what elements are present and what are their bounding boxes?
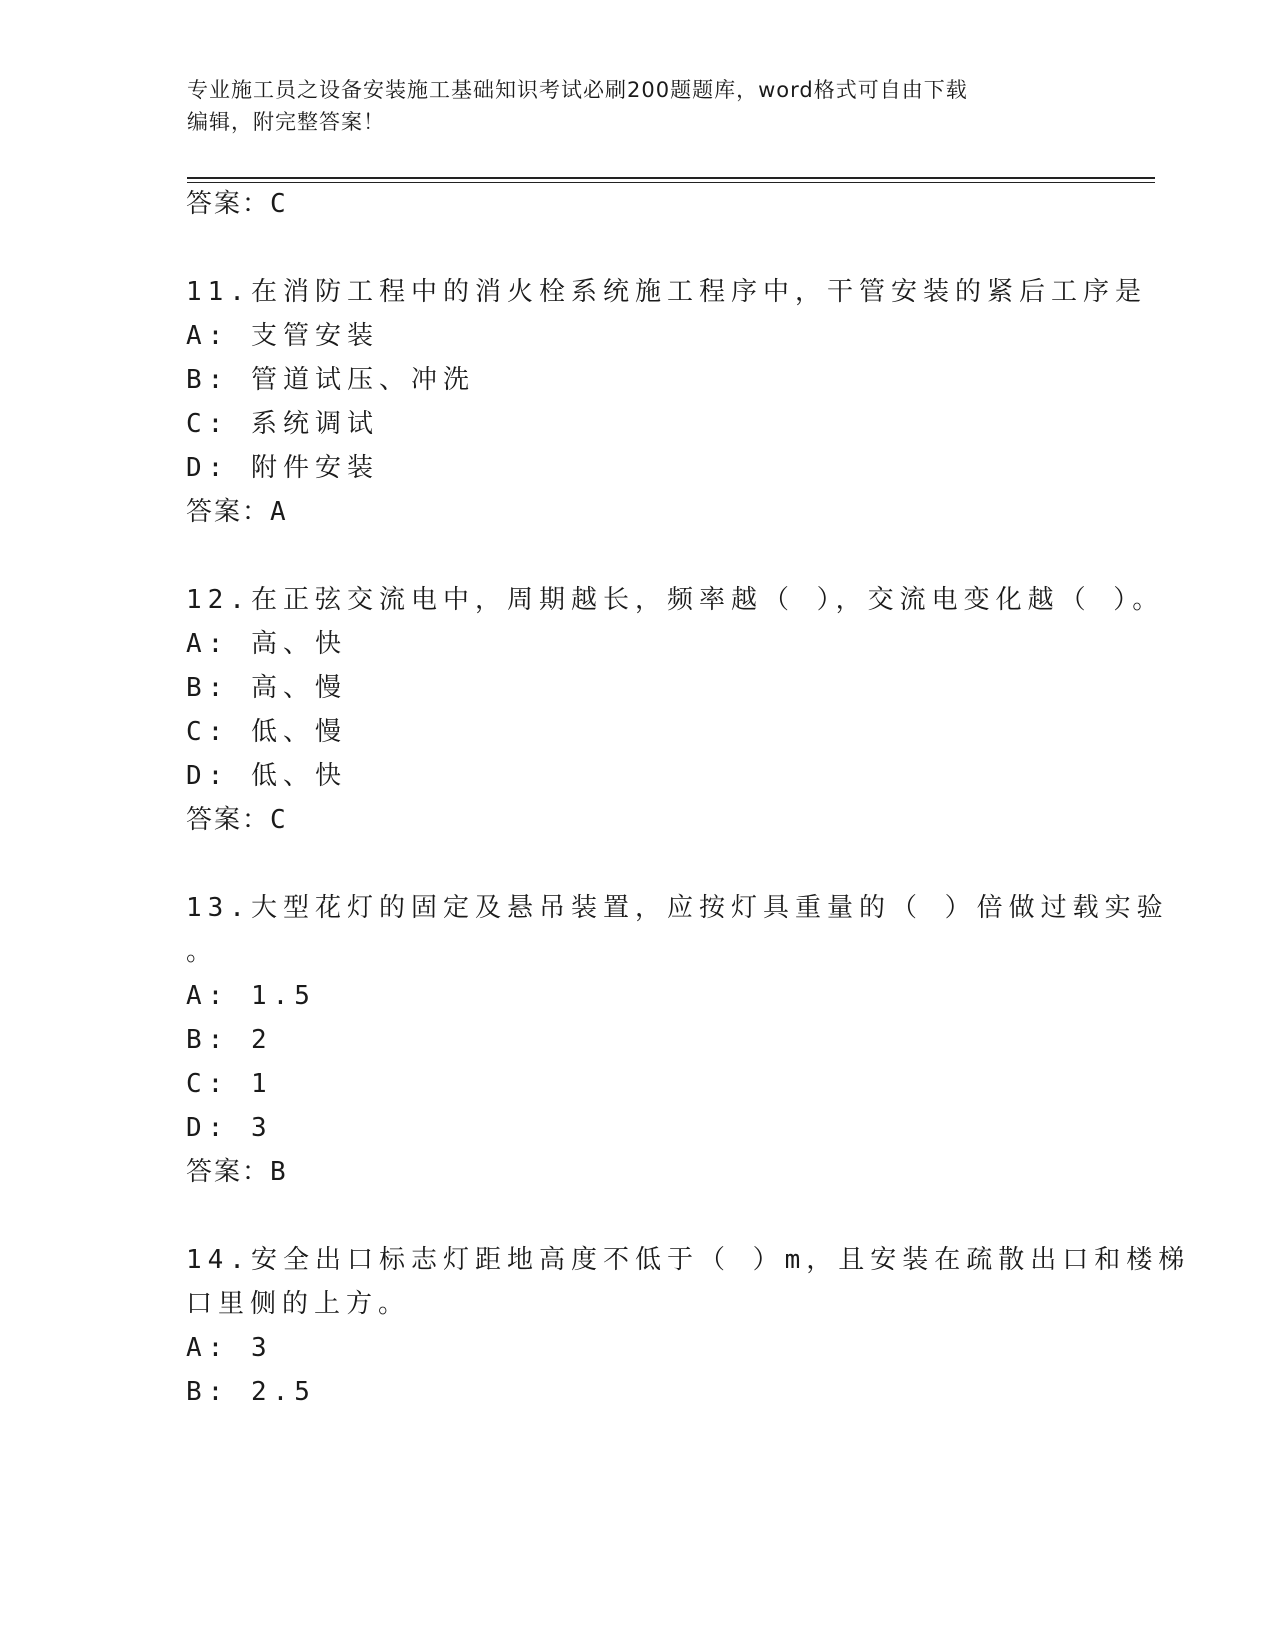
header-divider-thin	[187, 182, 1155, 183]
question-14-option-b: B: 2.5	[186, 1377, 316, 1407]
question-11-answer: 答案：A	[186, 497, 288, 527]
question-13-stem: 13.大型花灯的固定及悬吊装置，应按灯具重量的（ ）倍做过载实验	[186, 893, 1169, 923]
question-13-answer: 答案：B	[186, 1157, 288, 1187]
question-14-option-a: A: 3	[186, 1333, 273, 1363]
question-13-option-c: C: 1	[186, 1069, 273, 1099]
header-line-2: 编辑，附完整答案！	[187, 110, 385, 134]
question-12-answer: 答案：C	[186, 805, 288, 835]
question-11-option-c: C: 系统调试	[186, 409, 379, 439]
question-14-stem-cont: 口里侧的上方。	[186, 1289, 411, 1319]
document-header	[187, 74, 1087, 138]
question-12-option-c: C: 低、慢	[186, 717, 347, 747]
prev-answer: 答案：C	[186, 189, 288, 219]
question-11-option-b: B: 管道试压、冲洗	[186, 365, 475, 395]
question-13-stem-cont: 。	[186, 937, 219, 967]
question-13-option-b: B: 2	[186, 1025, 273, 1055]
question-11-option-d: D: 附件安装	[186, 453, 379, 483]
question-13-option-d: D: 3	[186, 1113, 273, 1143]
question-12-option-d: D: 低、快	[186, 761, 347, 791]
question-11-stem: 11.在消防工程中的消火栓系统施工程序中，干管安装的紧后工序是	[186, 277, 1147, 307]
question-12-stem: 12.在正弦交流电中，周期越长，频率越（ ），交流电变化越（ ）。	[186, 585, 1165, 615]
question-12-option-a: A: 高、快	[186, 629, 347, 659]
question-12-option-b: B: 高、慢	[186, 673, 347, 703]
question-14-stem: 14.安全出口标志灯距地高度不低于（ ）m，且安装在疏散出口和楼梯	[186, 1245, 1191, 1275]
header-divider-thick	[187, 177, 1155, 179]
question-11-option-a: A: 支管安装	[186, 321, 379, 351]
header-line-1: 专业施工员之设备安装施工基础知识考试必刷200题题库，word格式可自由下载	[187, 78, 968, 102]
question-13-option-a: A: 1.5	[186, 981, 316, 1011]
